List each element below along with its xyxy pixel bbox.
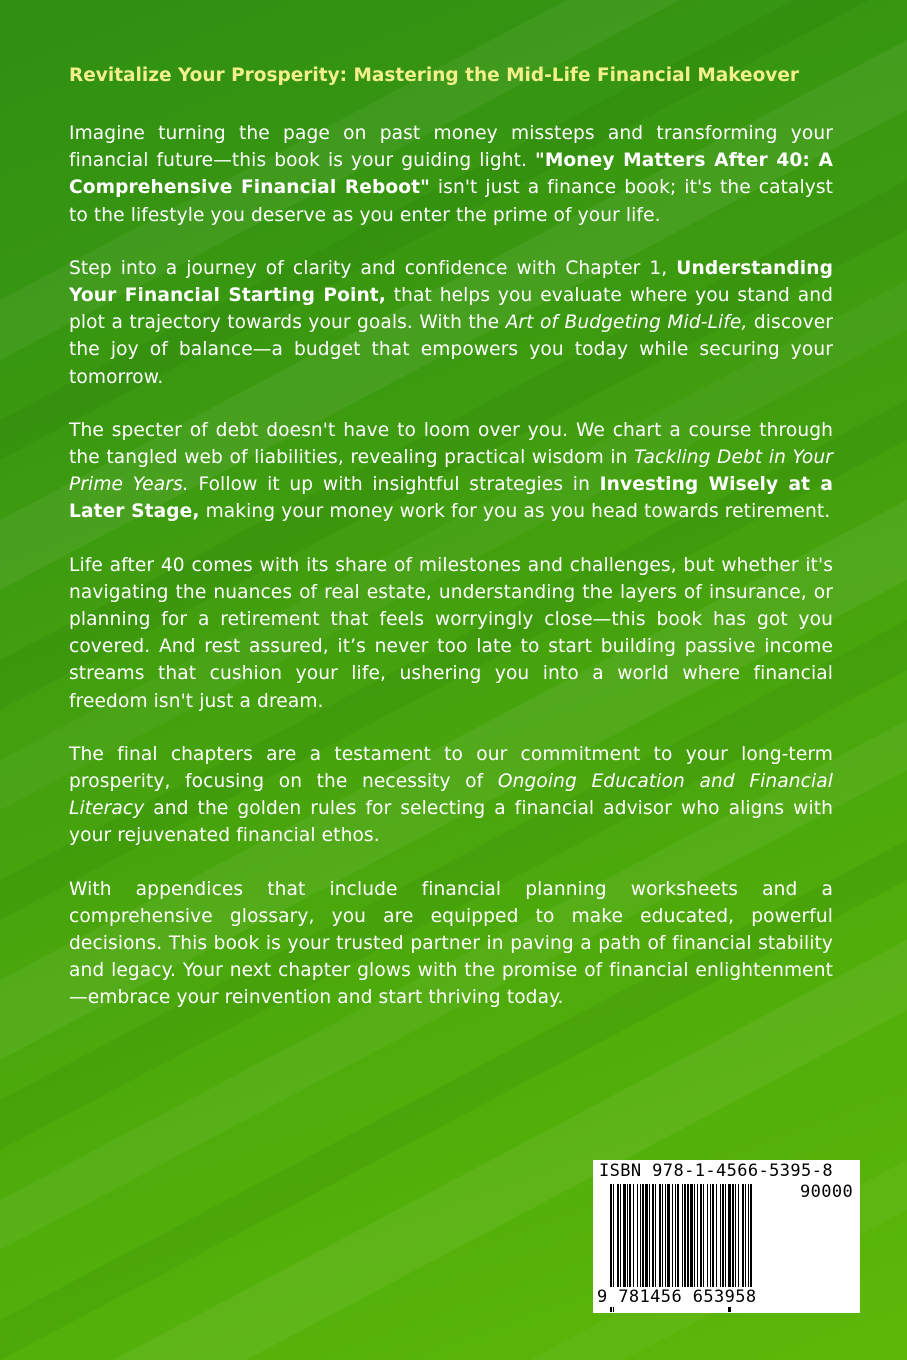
barcode-bar: [627, 1184, 628, 1288]
barcode-bar: [690, 1184, 693, 1288]
barcode-bar: [716, 1184, 717, 1288]
price-code: 90000: [800, 1182, 854, 1202]
paragraph-intro: Imagine turning the page on past money missteps and transforming your financial future—this book is your guiding light. "Money Matters After 40: A Comprehensive Financial Reboot" isn't just a finance book; it's the catalyst to the lifestyle you deserve as you enter the prime of your life.: [69, 123, 834, 226]
barcode-bar: [694, 1184, 695, 1288]
barcode-bar: [672, 1184, 673, 1288]
barcode-bar: [675, 1184, 676, 1288]
barcode-bar: [748, 1184, 749, 1288]
barcode-bar: [637, 1184, 638, 1288]
barcode-bar: [617, 1184, 619, 1288]
barcode-bar: [633, 1184, 634, 1288]
barcode-bar: [662, 1184, 663, 1288]
barcode-bar: [640, 1184, 641, 1288]
book-title: "Money Matters After 40: A Comprehensive Financial Reboot": [69, 150, 834, 199]
barcode-bar: [667, 1184, 670, 1288]
barcode-bar: [652, 1184, 654, 1288]
barcode-bar: [649, 1184, 650, 1288]
headline: Revitalize Your Prosperity: Mastering the Mid-Life Financial Makeover: [69, 65, 800, 86]
barcode-bar: [703, 1184, 704, 1288]
barcode-bar: [707, 1184, 708, 1288]
paragraph-appendices: With appendices that include financial planning worksheets and a comprehensive glossary, you are equipped to make educated, powerful decisions. This book is your trusted partner in paving a path of financial stability and legacy. Your next chapter glows with the promise of financial enlightenment—embrace your reinvention and start thriving today.: [69, 878, 833, 1009]
barcode-bar: [684, 1184, 686, 1288]
barcode-bar: [732, 1184, 734, 1288]
barcode-bar: [722, 1184, 724, 1288]
barcode-bar: [700, 1184, 702, 1288]
barcode-bar: [738, 1184, 739, 1288]
paragraph-chapter-one: Step into a journey of clarity and confidence with Chapter 1, Understanding Your Financial Starting Point, that helps you evaluate where you stand and plot a trajectory towards your goals. With the Art of Budgeting Mid-Life, discover the joy of balance—a budget that empowers you today while securing your tomorrow.: [69, 257, 833, 388]
barcode-bar: [682, 1184, 683, 1288]
paragraph-final-chapters: The final chapters are a testament to our commitment to your long-term prosperity, focusing on the necessity of Ongoing Education and Financial Literacy and the golden rules for selecting a financial advisor who aligns with your rejuvenated financial ethos.: [69, 743, 833, 847]
barcode-bar: [629, 1184, 631, 1288]
ean-digits: 9 781456 653958: [597, 1287, 757, 1307]
barcode-bar: [623, 1184, 626, 1288]
isbn-barcode: [593, 1160, 860, 1313]
barcode-bar: [642, 1184, 644, 1288]
isbn-label: ISBN 978-1-4566-5395-8: [599, 1161, 833, 1181]
barcode-bar: [687, 1184, 689, 1288]
barcode-bar: [659, 1184, 661, 1288]
barcode-bar: [655, 1184, 656, 1288]
barcode-bar: [697, 1184, 698, 1288]
paragraph-debt: The specter of debt doesn't have to loom over you. We chart a course through the tangled web of liabilities, revealing practical wisdom in Tackling Debt in Your Prime Years. Follow it up with insightful strategies in Investing Wisely at a Later Stage, making your money work for you as you head towards retirement.: [69, 419, 834, 523]
barcode-bar: [677, 1184, 679, 1288]
barcode-bar: [742, 1184, 744, 1288]
back-cover-text: [69, 62, 833, 1038]
barcode-bar: [725, 1184, 726, 1288]
barcode-bar: [710, 1184, 711, 1288]
barcode-bar: [735, 1184, 736, 1288]
barcode-bar: [745, 1184, 746, 1288]
barcode-bar: [720, 1184, 721, 1288]
barcode-bar: [645, 1184, 648, 1288]
barcode-bar: [665, 1184, 666, 1288]
barcode-bar: [750, 1184, 752, 1288]
paragraph-milestones: Life after 40 comes with its share of milestones and challenges, but whether it's navigating the nuances of real estate, understanding the layers of insurance, or planning for a retirement that feels worryingly close—this book has got you covered. And rest assured, it’s never too late to start building passive income streams that cushion your life, ushering you into a world where financial freedom isn't just a dream.: [69, 554, 833, 712]
barcode-bar: [620, 1184, 621, 1288]
barcode-bar: [712, 1184, 714, 1288]
